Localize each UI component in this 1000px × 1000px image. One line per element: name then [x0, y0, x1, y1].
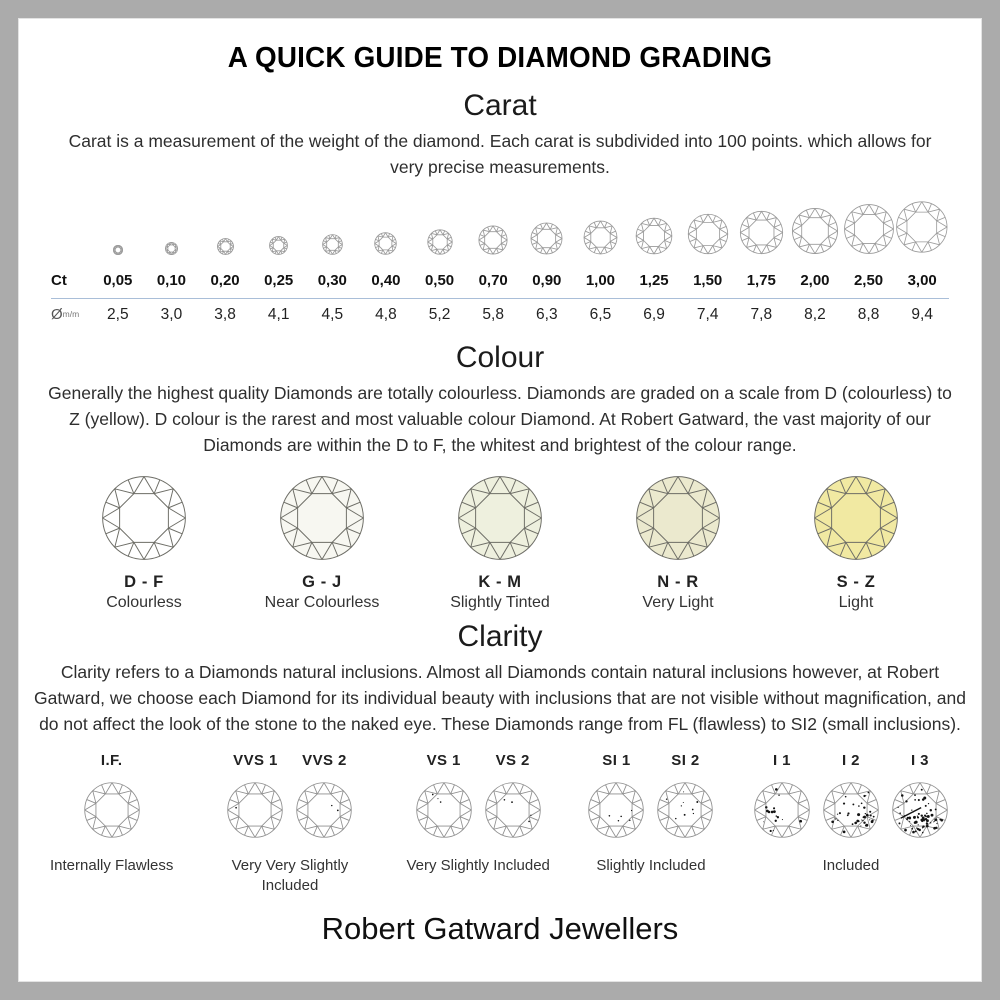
colour-grade-label: Slightly Tinted [450, 594, 550, 612]
clarity-group-diamonds [414, 752, 543, 844]
carat-diamond-icon [466, 225, 520, 255]
clarity-grade-row [50, 752, 950, 895]
clarity-diamond-icon [822, 781, 880, 844]
clarity-group-diamonds [225, 752, 354, 844]
carat-diamond-icon [198, 238, 252, 255]
carat-diamond-icon [252, 236, 306, 255]
diameter-value: 9,4 [911, 305, 933, 323]
carat-diamond-icon [359, 232, 413, 255]
clarity-group-diamonds [82, 752, 142, 844]
clarity-grade [890, 752, 950, 844]
diameter-value: 3,8 [214, 305, 236, 323]
carat-weight-value: 0,25 [264, 272, 294, 290]
colour-section [18, 341, 982, 613]
clarity-group [210, 752, 370, 895]
clarity-group-caption: Included [822, 857, 880, 875]
clarity-grade-name: VVS 1 [233, 752, 278, 770]
colour-diamond-icon [58, 474, 230, 562]
clarity-grade-name: I 1 [773, 752, 791, 770]
colour-diamond-icon [414, 474, 586, 562]
carat-heading: Carat [463, 89, 537, 122]
diameter-value: 3,0 [160, 305, 183, 323]
diameter-value: 2,5 [107, 305, 129, 323]
carat-unit-label: Ct [51, 272, 67, 290]
carat-diamond-icon [627, 217, 681, 255]
carat-diamond-icon [681, 213, 735, 255]
carat-diamond-icon [520, 222, 574, 255]
carat-weight-value: 0,50 [424, 272, 455, 290]
diameter-value: 8,2 [804, 305, 826, 323]
carat-weight-value: 2,50 [853, 272, 884, 290]
colour-grade-range: G - J [302, 573, 342, 592]
colour-grade-range: S - Z [836, 573, 876, 592]
carat-weight-value: 1,75 [746, 272, 776, 290]
carat-description: Carat is a measurement of the weight of the diamond. Each carat is subdivided into 100 points. which allows for very precise measurements. [68, 131, 932, 177]
clarity-group [752, 752, 950, 876]
carat-weight-value: 1,00 [585, 272, 616, 290]
clarity-group [50, 752, 173, 876]
clarity-group-caption: Internally Flawless [50, 857, 174, 875]
clarity-grade [82, 752, 142, 844]
clarity-grade [414, 752, 474, 844]
clarity-diamond-icon [656, 781, 714, 844]
clarity-grade [821, 752, 881, 844]
colour-diamond-icon [770, 474, 942, 562]
carat-weight-value: 3,00 [907, 272, 937, 290]
clarity-group-caption: Very Very Slightly Included [231, 857, 349, 894]
diameter-value: 5,8 [482, 305, 504, 323]
diameter-value: 8,8 [857, 305, 880, 323]
carat-weight-value: 2,00 [800, 272, 830, 290]
carat-diamond-icon [735, 210, 789, 255]
colour-grade-label: Colourless [106, 594, 182, 612]
colour-grade [414, 474, 586, 612]
clarity-heading: Clarity [457, 620, 543, 654]
clarity-grade [752, 752, 812, 844]
colour-grade-label: Very Light [642, 594, 714, 612]
carat-diamond-icon [842, 203, 896, 255]
clarity-diamond-icon [587, 781, 645, 844]
carat-diameter-row [51, 303, 949, 327]
carat-weight-value: 1,25 [639, 272, 669, 290]
carat-section [18, 89, 982, 327]
carat-weight-value: 0,30 [317, 272, 347, 290]
clarity-grade-name: SI 2 [671, 752, 700, 770]
clarity-grade [294, 752, 354, 844]
carat-weight-value: 0,05 [103, 272, 133, 290]
clarity-grade [586, 752, 646, 844]
carat-divider [51, 298, 949, 299]
diameter-value: 4,8 [375, 305, 397, 323]
clarity-grade [225, 752, 285, 844]
clarity-diamond-icon [484, 781, 542, 844]
diameter-value: 4,1 [267, 305, 290, 323]
clarity-diamond-icon [295, 781, 353, 844]
carat-weight-value: 0,10 [156, 272, 187, 290]
clarity-grade-name: I 3 [911, 752, 929, 770]
colour-heading: Colour [455, 340, 545, 374]
colour-grade-label: Near Colourless [264, 594, 380, 612]
clarity-diamond-icon [226, 781, 284, 844]
clarity-grade-name: VS 2 [495, 752, 530, 770]
clarity-group [406, 752, 549, 876]
clarity-diamond-icon [415, 781, 473, 844]
colour-grade-row [58, 474, 942, 612]
carat-diamond-icon [91, 245, 145, 255]
carat-weight-value: 0,40 [371, 272, 401, 290]
clarity-grade-name: VS 1 [426, 752, 461, 770]
clarity-diamond-icon [891, 781, 949, 844]
colour-grade [770, 474, 942, 612]
diameter-value: 6,5 [589, 305, 612, 323]
colour-description: Generally the highest quality Diamonds are totally colourless. Diamonds are graded on a scale from D (colourless) to Z (yellow). D colour is the rarest and most valuable colour Diamond. At Robert Gatward, the vast majority of our Diamonds are within the D to F, the whitest and brightest of the colour range. [48, 382, 952, 455]
carat-weight-value: 0,20 [210, 272, 240, 290]
clarity-grade [483, 752, 543, 844]
clarity-group-caption: Slightly Included [596, 857, 706, 875]
colour-diamond-icon [236, 474, 408, 562]
colour-grade-range: K - M [478, 573, 522, 592]
clarity-group-diamonds [752, 752, 950, 844]
carat-diamond-icon [788, 207, 842, 255]
clarity-grade-name: VVS 2 [302, 752, 347, 770]
colour-grade-label: Light [838, 594, 874, 612]
carat-weight-value: 0,90 [532, 272, 562, 290]
clarity-group [586, 752, 715, 876]
carat-weight-value: 0,70 [478, 272, 508, 290]
diameter-unit-label [51, 306, 91, 323]
colour-grade [58, 474, 230, 612]
clarity-grade [655, 752, 715, 844]
clarity-group-diamonds [586, 752, 715, 844]
diameter-symbol: Ø [51, 306, 63, 324]
diameter-value: 7,8 [750, 305, 773, 323]
colour-grade-range: N - R [657, 573, 699, 592]
diameter-value: 7,4 [696, 305, 719, 323]
clarity-description: Clarity refers to a Diamonds natural inclusions. Almost all Diamonds contain natural inclusions however, at Robert Gatward, we choose each Diamond for its individual beauty with inclusions that are not visible without magnification, and do not affect the look of the stone to the naked eye. These Diamonds range from FL (flawless) to SI2 (small inclusions). [34, 662, 966, 735]
carat-weight-value: 1,50 [693, 272, 723, 290]
colour-grade-range: D - F [124, 573, 164, 592]
clarity-diamond-icon [753, 781, 811, 844]
clarity-grade-name: I 2 [842, 752, 860, 770]
colour-grade [236, 474, 408, 612]
clarity-grade-name: I.F. [100, 752, 123, 770]
carat-diamond-icon [306, 234, 360, 255]
carat-weight-row [51, 269, 949, 293]
colour-grade [592, 474, 764, 612]
clarity-diamond-icon [83, 781, 141, 844]
diameter-value: 6,3 [536, 305, 558, 323]
diameter-unit: m/m [62, 309, 80, 320]
carat-size-chart [51, 197, 949, 327]
infographic-card [18, 18, 982, 982]
diameter-value: 5,2 [428, 305, 451, 323]
diameter-value: 4,5 [321, 305, 344, 323]
footer-brand: Robert Gatward Jewellers [321, 911, 679, 947]
page-title: A QUICK GUIDE TO DIAMOND GRADING [227, 42, 773, 74]
clarity-grade-name: SI 1 [602, 752, 631, 770]
colour-diamond-icon [592, 474, 764, 562]
clarity-section [18, 620, 982, 895]
carat-diamond-icon [895, 199, 949, 255]
diameter-value: 6,9 [643, 305, 665, 323]
carat-diamond-icon [574, 220, 628, 255]
carat-diamond-row [51, 197, 949, 255]
clarity-group-caption: Very Slightly Included [406, 857, 550, 875]
carat-diamond-icon [413, 229, 467, 255]
carat-diamond-icon [145, 242, 199, 255]
